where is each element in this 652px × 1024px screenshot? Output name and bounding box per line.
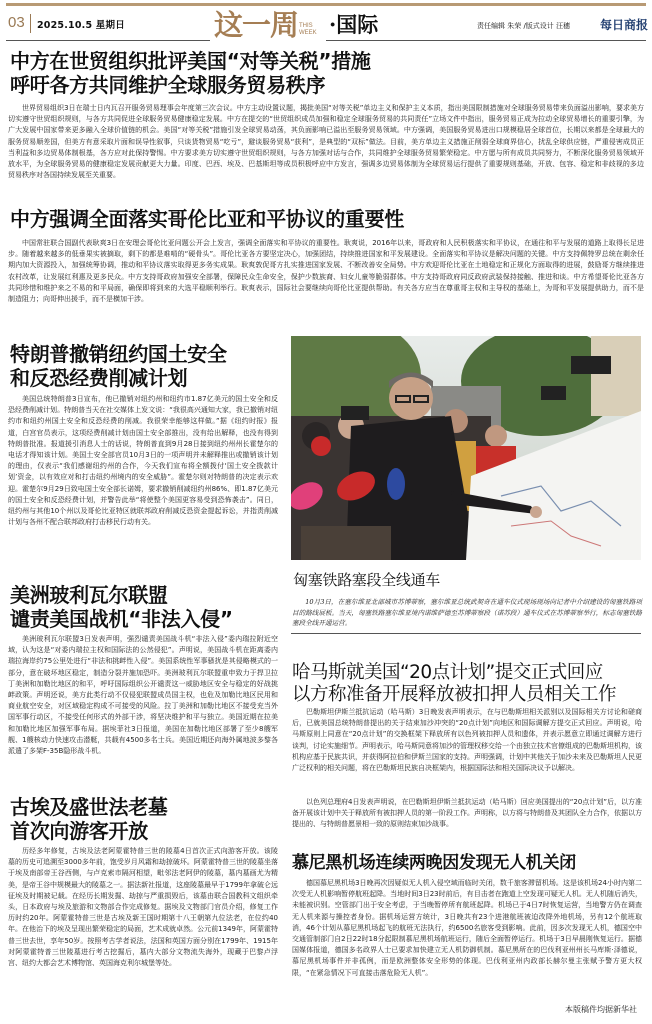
headline-hamas bbox=[292, 662, 647, 706]
headline-wto bbox=[10, 50, 650, 97]
headline-egypt-line1: 古埃及盛世法老墓 bbox=[10, 795, 168, 819]
article-hamas-body-2: 以色列总理府4日发表声明说，在巴勒斯坦伊斯兰抵抗运动（哈马斯）回应美国提出的“20点计划”后，以方准备开展该计划中关于释放所有被扣押人员的第一阶段工作。声明称，以方将与特朗普及其团队全力合作，依据以方提出的、与特朗普愿景相一致的原则结束加沙战事。 bbox=[292, 798, 642, 829]
headline-hamas-line1: 哈马斯就美国“20点计划”提交正式回应 bbox=[292, 662, 603, 683]
column-logo: 这一周 bbox=[214, 8, 299, 42]
article-wto-body: 世界贸易组织3日在瑞士日内瓦召开服务贸易理事会年度第三次会议。中方主动设置议题，揭批美国“对等关税”单边主义和保护主义本质，指出美国限制措施对全球服务贸易带来负面溢出影响，要求美方切实遵守世贸组织规则，与各方共同促进全球服务贸易健康稳定发展。中方在提交的“世贸组织成员加强和稳定全球服务贸易的共同责任”立场文件中指出，服务贸易正成为拉动全球贸易增长的重要引擎，为广大发展中国家带来更多融入全球价值链的机会。美国“对等关税”措施引发全球贸易动荡，其负面影响已溢出至服务贸易领域。中方强调，美国服务贸易进出口规模稳居全球首位，长期以来都是全球最大的服务贸易顺差国，但美方有意采取片面和误导性叙事，只谈货物贸易“吃亏”，避谈服务贸易“获利”，是典型的“双标”做法。目前，美方单边主义措施正削弱全球商界信心，扰乱全球供应链，严重侵害成员正当利益和多边贸易体制根基，各方应对此保持警惕。中方要求美方切实遵守世贸组织规则，与各方加强对话与合作，共同维护全球服务贸易繁荣稳定。中方愿与所有成员共同努力，不断深化服务贸易领域开放水平，为全球服务贸易的健康稳定发展贡献更大力量。印度、巴西、埃及、巴基斯坦等成员积极呼应中方发言，强调多边贸易体制为全球贸易运行提供了重要规则基础，开放、包容、稳定和非歧视的多边贸易秩序对各国持续发展至关重要。 bbox=[8, 104, 644, 180]
page-header bbox=[0, 6, 652, 42]
headline-hamas-line2: 以方称准备开展释放被扣押人员相关工作 bbox=[292, 683, 617, 705]
article-egypt-body: 历经多年修复，古埃及法老阿蒙霍特普三世的陵墓4日首次正式向游客开放。该陵墓的历史可追溯至3000多年前，饱受岁月风霜和劫掠破坏。阿蒙霍特普三世的陵墓坐落于埃及南部帝王谷西侧，与卢克索市隔河相望，毗邻法老阿伊的陵墓，墓内墓画尤为精美，是帝王谷中规模最大的陵墓之一。据法新社报道，这座陵墓最早于1799年拿破仑远征埃及时期被记载。在经历长期发掘、劫掠与严重损毁后，该墓由联合国教科文组织牵头，日本政府与埃及旅游和文物部合作完成修复。据埃及文物部门官员介绍，修复工作历时约20年。阿蒙霍特普三世是古埃及新王国时期第十八王朝第九位法老，在位约40年。在他治下的埃及呈现出繁荣稳定的局面，艺术成就卓然。公元前1349年，阿蒙霍特普三世去世，享年50岁。按照考古学者说法，法国和英国方面分别在1799年、1915年对阿蒙霍特普三世陵墓进行考古挖掘后，墓内大部分文物流失海外，现藏于巴黎卢浮宫、纽约大都会艺术博物馆、英国海克利尔城堡等处。 bbox=[8, 847, 278, 968]
header-divider bbox=[30, 14, 31, 33]
logo-sub-week: WEEK bbox=[299, 30, 317, 36]
headline-colombia: 中方强调全面落实哥伦比亚和平协议的重要性 bbox=[10, 207, 404, 231]
headline-wto-line2: 呼吁各方共同维护全球服务贸易秩序 bbox=[10, 72, 326, 97]
photo-press-conference-icon bbox=[291, 336, 641, 560]
photo-caption: 10月3日，在塞尔维亚北部城市苏博蒂察，塞尔维亚总统武契奇在通车仪式现场现场向记者中介绍建设的匈塞铁路项目的路线展板。当天，匈塞铁路塞尔维亚境内诺维萨德至苏博蒂察段（诺苏段）通车仪式在苏博蒂察举行，标志匈塞铁路塞段全线开通运营。 bbox=[292, 598, 642, 627]
article-trump-body: 美国总统特朗普3日宣布，他已撤销对纽约州和纽约市1.87亿美元的国土安全和反恐经费削减计划。特朗普当天在社交媒体上发文说：“我很高兴通知大家，我已撤销对纽约市和纽约州国土安全和反恐经费的削减。我很荣幸能够这样做。”据《纽约时报》报道，白宫官员表示，这项经费削减计划由国土安全部推出，没有给出解释，也没有得到特朗普批准。报道援引消息人士的话说，特朗普直到9月28日接到纽约州州长霍楚尔的电话才得知该计划。美国土安全部官员10月3日的一项声明并未解释推出或撤销该计划的理由，仅表示“我们感谢纽约州的合作，今天我们宣布将全额拨付‘国土安全拨款计划’资金，以有效应对和打击纽约州境内的安全威胁”。霍楚尔则对特朗普的决定表示欢迎。霍楚尔9月29日致电国土安全部长诺姆，要求撤销削减纽约州86%、即1.87亿美元的国土安全和反恐经费计划，并警告此举“将使整个美国更容易受到恐怖袭击”。同日，纽约州与其他10个州以及哥伦比亚特区就联邦政府削减反恐资金提起诉讼，并指责削减计划与各州不配合联邦政府打击移民行动有关。 bbox=[8, 395, 278, 527]
headline-trump bbox=[10, 343, 280, 390]
editor-credit: 责任编辑 朱荣 /版式设计 汪穗 bbox=[477, 22, 571, 30]
section-divider bbox=[291, 633, 641, 634]
headline-trump-line2: 和反恐经费削减计划 bbox=[10, 365, 188, 390]
article-colombia-body: 中国常驻联合国副代表耿爽3日在安理会哥伦比亚问题公开会上发言，强调全面落实和平协议的重要性。耿爽说，2016年以来，哥政府和人民积极落实和平协议，在通往和平与发展的道路上取得长足进步。随着越来越多的低垂果实被摘取，剩下的都是难啃的“硬骨头”。哥伦比亚各方要坚定决心，加强团结，持续推进国家和平发展建设。全面落实和平协议是解决问题的关键。中方支持佩特罗总统在剩余任期内加大资源投入，加强统筹协调，推动和平协议落实取得更多务实成果。耿爽敦促哥方扎实推进国家发展、不断改善安全局势。中方欢迎哥伦比亚在土地稳定和正规化方面取得的进展，鼓励哥方继续推进农村改革，让发展红利惠及更多民众。中方支持哥政府加强安全部署，保障民众生命安全，保护少数族裔、妇女儿童等脆弱群体。中方支持哥政府同反政府武装保持接触、推进和谈。中方希望哥伦比亚各方共同珍惜和维护来之不易的和平局面，确保即将到来的大选平稳顺利举行。耿爽表示，国际社会要继续向哥伦比亚提供帮助。有关各方应当在尊重哥主权和主导权的基础上，为哥和平发展提供助力，而不是制造阻力；向哥伸出援手，而不是横加干涉。 bbox=[8, 239, 644, 304]
headline-munich: 慕尼黑机场连续两晚因发现无人机关闭 bbox=[292, 853, 576, 873]
headline-railway: 匈塞铁路塞段全线通车 bbox=[293, 571, 441, 589]
issue-date: 2025.10.5 星期日 bbox=[37, 20, 125, 31]
headline-wto-line1: 中方在世贸组织批评美国“对等关税”措施 bbox=[10, 49, 371, 73]
news-photo bbox=[291, 336, 641, 560]
article-hamas-body-1: 巴勒斯坦伊斯兰抵抗运动（哈马斯）3日晚发表声明表示，在与巴勒斯坦相关派别以及国际相关方讨论和磋商后，已就美国总统特朗普提出的关于结束加沙冲突的“20点计划”向地区和国际调解方提交正式回应。声明说，哈马斯原则上同意在“20点计划”的交换框架下释放所有以色列被扣押人员和遗体，并表示愿意立即通过调解方进行谈判，讨论实施细节。声明表示，哈马斯同意将加沙的管理权移交给一个由独立技术官僚组成的巴勒斯坦机构，该机构应基于民族共识，并获得阿拉伯和伊斯兰国家的支持。声明强调，计划中其他关于加沙未来及巴勒斯坦人民更广泛权利的相关问题，将在巴勒斯坦民族自决框架内，根据国际法和相关国际决议予以解决。 bbox=[292, 708, 642, 773]
headline-egypt bbox=[10, 796, 280, 843]
headline-egypt-line2: 首次向游客开放 bbox=[10, 818, 148, 843]
header-rule-right bbox=[326, 40, 646, 41]
section-title: ·国际 bbox=[329, 12, 379, 37]
article-alba-body: 美洲玻利瓦尔联盟3日发表声明，强烈谴责美国战斗机“非法入侵”委内瑞拉附近空域，认为这是“对委内瑞拉主权和国际法的公然侵犯”。声明说，美国战斗机在距离委内瑞拉海岸约75公里处进行“非法和挑衅性入侵”。美国系统性军事骚扰是其侵略模式的一部分，意在破坏地区稳定，制造分裂并施加恐吓。美洲玻利瓦尔联盟重申致力于捍卫拉丁美洲和加勒比地区的和平，呼吁国际组织公开谴责这一威胁地区安全与稳定的好战挑衅政策。声明还说，美方此类行动不仅侵犯联盟成员国主权，也危及加勒比地区民用和商业航空安全，对区域稳定构成不可接受的风险。拉丁美洲和加勒比地区不接受充当外国军事行动区，不接受任何形式的外部干涉，将坚决维护和平与独立。美国近期在拉美和加勒比地区加强军事布局。据埃菲社3日报道，美国在加勒比地区部署了至少8艘军舰、1艘核动力快速攻击潜艇，共载有4500多名士兵。美国近期还向海外属地波多黎各派遣了多架F-35B隐形战斗机。 bbox=[8, 635, 278, 756]
source-credit: 本版稿件均据新华社 bbox=[565, 1005, 637, 1014]
logo-sub-this: THIS bbox=[299, 23, 313, 29]
page-number: 03 bbox=[8, 14, 25, 31]
headline-trump-line1: 特朗普撤销纽约国土安全 bbox=[10, 342, 227, 366]
headline-alba-line1: 美洲玻利瓦尔联盟 bbox=[10, 583, 168, 607]
newspaper-brand: 每日商报 bbox=[600, 18, 649, 32]
headline-alba-line2: 谴责美国战机“非法入侵” bbox=[10, 606, 233, 631]
header-rule-left bbox=[6, 40, 210, 41]
article-munich-body: 德国慕尼黑机场3日晚再次因疑似无人机入侵空域而临时关闭，数千旅客滞留机场。这是该机场24小时内第二次受无人机影响暂停航班起降。当地时间3日23时前后，有目击者在跑道上空发现可疑无人机。无人机随后消失，未能被识别。空管部门出于安全考虑，于当晚暂停所有航班起降。机场已于4日7时恢复运营，当地警方仍在调查无人机来源与操控者身份。据机场运营方统计，3日晚共有23个进港航班被迫改降外地机场，另有12个航班取消，46个计划从慕尼黑机场起飞的航班无法执行，约6500名旅客受到影响。此前，因多次发现无人机，德国空中交通管制部门自2日22时18分起限制慕尼黑机场航班运行，随后全面暂停运行。机场于3日早晨刚恢复运行。据德国媒体报道，德国多名政界人士已要求加快建立无人机防御机制。慕尼黑所在的巴伐利亚州州长马库斯·泽德说，慕尼黑机场事件并非孤例，而是欧洲整体安全形势的体现。巴伐利亚州内政部长赫尔曼主张赋予警方更大权限，“在紧急情况下可直接击落危险无人机”。 bbox=[292, 879, 642, 977]
column-logo-sub bbox=[299, 23, 317, 37]
headline-alba bbox=[10, 584, 280, 631]
